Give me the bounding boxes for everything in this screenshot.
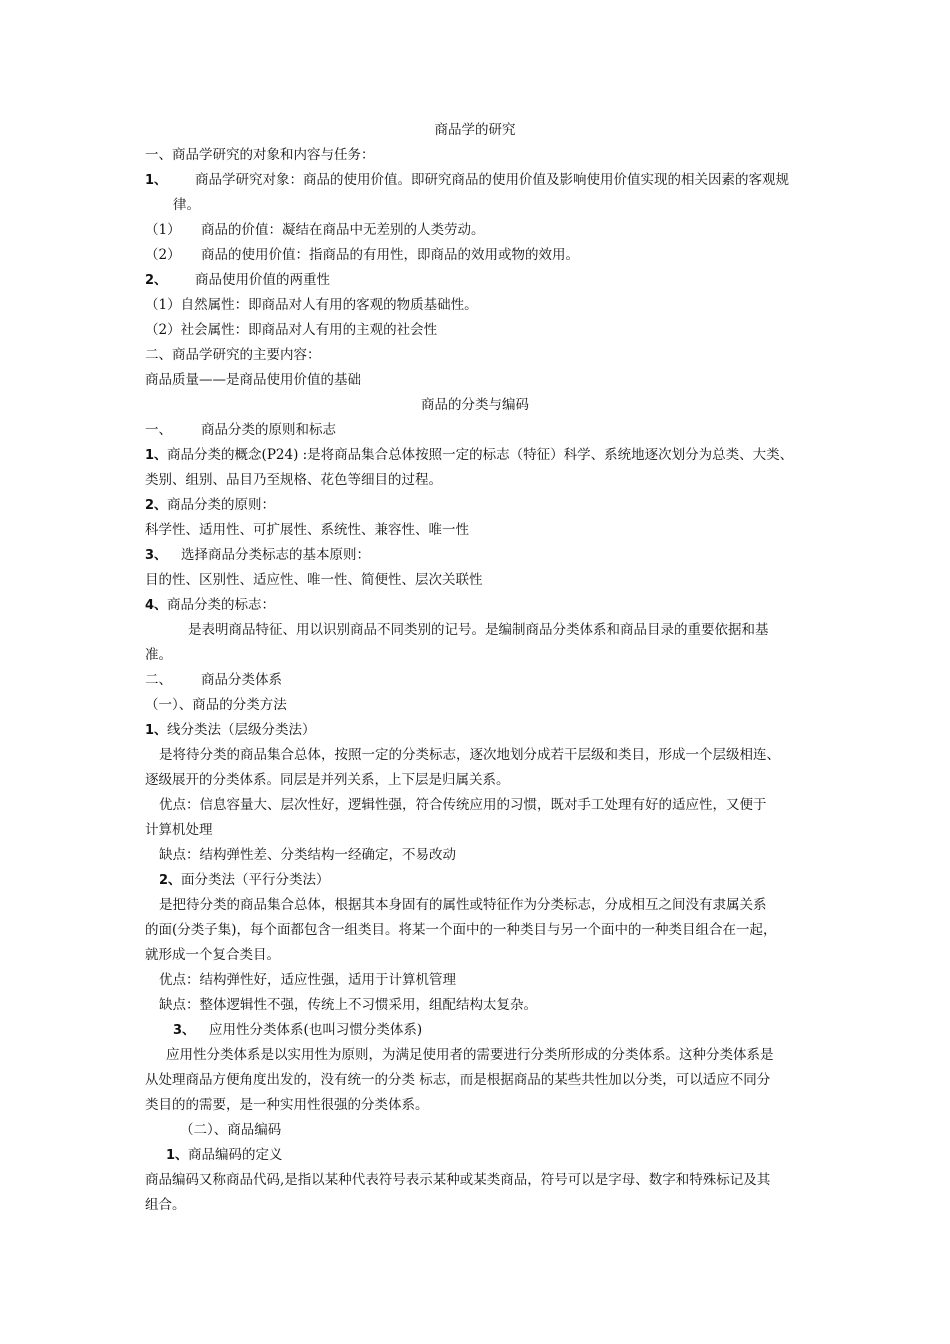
s1-social: （2）社会属性：即商品对人有用的主观的社会性 [145, 322, 438, 338]
c1-mark-desc: 是表明商品特征、用以识别商品不同类别的记号。是编制商品分类体系和商品目录的重要依据和基 [188, 622, 769, 638]
c1-text: 商品分类的原则和标志 [201, 422, 336, 438]
code-heading: （二）、商品编码 [180, 1122, 282, 1138]
s1-item2 [145, 271, 330, 290]
line-title: 线分类法（层级分类法） [167, 722, 316, 738]
line-con: 缺点：结构弹性差、分类结构一经确定，不易改动 [159, 847, 456, 863]
face-desc1: 是把待分类的商品集合总体，根据其本身固有的属性或特征作为分类标志，分成相互之间没有隶属关系 [159, 897, 767, 913]
line-num: 1、 [145, 723, 168, 738]
s1-sub2 [145, 246, 579, 264]
c1-principle [145, 496, 275, 515]
c1-heading [145, 421, 336, 439]
c1-concept-num: 1、 [145, 448, 168, 463]
face-num: 2、 [159, 873, 182, 888]
s1-heading: 一、商品学研究的对象和内容与任务： [145, 147, 375, 163]
face-desc3: 就形成一个复合类目。 [145, 947, 280, 963]
c1-concept-cont: 类别、组别、品目乃至规格、花色等细目的过程。 [145, 472, 442, 488]
app-title: 应用性分类体系(也叫习惯分类体系) [209, 1022, 423, 1038]
c1-concept-text: 商品分类的概念(P24) :是将商品集合总体按照一定的标志（特征）科学、系统地逐次划分为总类、大类、 [167, 447, 794, 463]
c1-select-text: 选择商品分类标志的基本原则： [181, 547, 371, 563]
face-title-row [159, 871, 330, 890]
s1-item2-text: 商品使用价值的两重性 [195, 272, 331, 288]
face-title: 面分类法（平行分类法） [181, 872, 330, 888]
c1-mark-num: 4、 [145, 598, 168, 613]
s1-item2-num: 2、 [145, 273, 168, 288]
line-pro2: 计算机处理 [145, 822, 213, 838]
face-con: 缺点：整体逻辑性不强，传统上不习惯采用，组配结构太复杂。 [159, 997, 537, 1013]
c1-principle-list: 科学性、适用性、可扩展性、系统性、兼容性、唯一性 [145, 522, 469, 538]
c1-select [145, 546, 370, 565]
code-def-num: 1、 [166, 1148, 189, 1163]
code-def2: 组合。 [145, 1197, 186, 1213]
c1-concept [145, 446, 793, 465]
c1-select-list: 目的性、区别性、适应性、唯一性、简便性、层次关联性 [145, 572, 483, 588]
title-classification: 商品的分类与编码 [421, 397, 529, 413]
c1-principle-text: 商品分类的原则： [167, 497, 276, 513]
c1-principle-num: 2、 [145, 498, 168, 513]
s1-sub2-num: （2） [145, 247, 181, 263]
c1-num: 一、 [145, 422, 172, 438]
s1-item1-cont: 律。 [173, 197, 200, 213]
line-pro1: 优点：信息容量大、层次性好，逻辑性强，符合传统应用的习惯，既对手工处理有好的适应性，又便于 [159, 797, 767, 813]
face-pro: 优点：结构弹性好，适应性强，适用于计算机管理 [159, 972, 456, 988]
s2-heading: 二、商品学研究的主要内容： [145, 347, 321, 363]
c2-num: 二、 [145, 672, 172, 688]
s1-sub1-text: 商品的价值：凝结在商品中无差别的人类劳动。 [201, 222, 485, 238]
s1-item1-text: 商品学研究对象：商品的使用价值。即研究商品的使用价值及影响使用价值实现的相关因素的客观规 [195, 172, 790, 188]
c2-method: （一）、商品的分类方法 [145, 697, 287, 713]
title-commodity-study: 商品学的研究 [434, 122, 516, 138]
face-desc2: 的面(分类子集)，每个面都包含一组类目。将某一个面中的一种类目与另一个面中的一种类目组合在一起， [145, 922, 777, 938]
code-def1: 商品编码又称商品代码,是指以某种代表符号表示某种或某类商品，符号可以是字母、数字和特殊标记及其 [145, 1172, 771, 1188]
line-desc2: 逐级展开的分类体系。同层是并列关系，上下层是归属关系。 [145, 772, 510, 788]
s2-quality: 商品质量——是商品使用价值的基础 [145, 372, 361, 388]
app-desc2: 从处理商品方便角度出发的，没有统一的分类 标志，而是根据商品的某些共性加以分类，可以适应不同分 [145, 1072, 771, 1088]
s1-item1-num: 1、 [145, 173, 168, 188]
s1-sub1 [145, 221, 485, 239]
app-desc3: 类目的的需要，是一种实用性很强的分类体系。 [145, 1097, 429, 1113]
line-desc1: 是将待分类的商品集合总体，按照一定的分类标志，逐次地划分成若干层级和类目，形成一个层级相连、 [159, 747, 780, 763]
code-def-title: 商品编码的定义 [188, 1147, 283, 1163]
s1-sub2-text: 商品的使用价值：指商品的有用性，即商品的效用或物的效用。 [201, 247, 579, 263]
app-title-row [173, 1021, 422, 1040]
s1-sub1-num: （1） [145, 222, 181, 238]
app-desc1: 应用性分类体系是以实用性为原则，为满足使用者的需要进行分类所形成的分类体系。这种分类体系是 [166, 1047, 774, 1063]
s1-item1 [145, 171, 789, 190]
c1-mark [145, 596, 275, 615]
code-def-title-row [166, 1146, 283, 1165]
line-title-row [145, 721, 316, 740]
c2-text: 商品分类体系 [201, 672, 282, 688]
app-num: 3、 [173, 1023, 196, 1038]
s1-natural: （1）自然属性：即商品对人有用的客观的物质基础性。 [145, 297, 478, 313]
c1-mark-text: 商品分类的标志： [167, 597, 276, 613]
c1-select-num: 3、 [145, 548, 168, 563]
c2-heading [145, 671, 282, 689]
c1-mark-cont: 准。 [145, 647, 172, 663]
